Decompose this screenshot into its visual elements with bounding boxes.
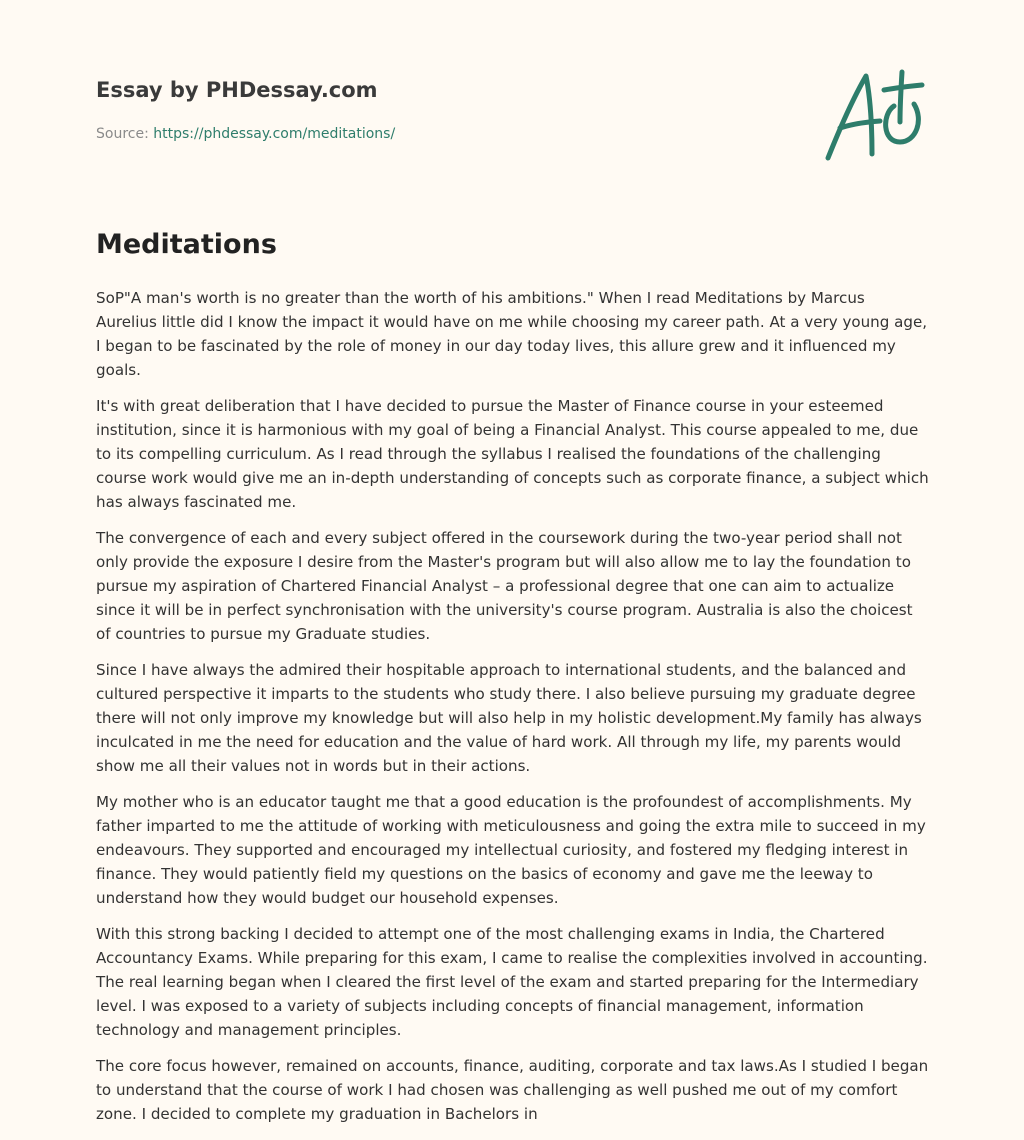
essay-paragraph: The core focus however, remained on accounts, finance, auditing, corporate and tax laws.As I studied I began to understand that the course of work I had chosen was challenging as well pushed me out of my comfort zone. I decided to complete my graduation in Bachelors in xyxy=(96,1057,929,1123)
site-brand: Essay by PHDessay.com xyxy=(96,78,378,102)
essay-paragraph: Since I have always the admired their hospitable approach to international students, and the balanced and cultured perspective it imparts to the students who study there. I also believe pursuing my graduate degree there will not only improve my knowledge but will also help in my holistic development.My family has always inculcated in me the need for education and the value of hard work. All through my life, my parents would show me all their values not in words but in their actions. xyxy=(96,661,922,775)
logo-a-crossbar xyxy=(840,121,880,128)
source-link[interactable]: https://phdessay.com/meditations/ xyxy=(153,126,396,142)
logo-plus-vertical xyxy=(900,72,902,122)
a-plus-logo-icon xyxy=(822,66,928,164)
essay-title: Meditations xyxy=(96,229,277,260)
essay-paragraph: SoP"A man's worth is no greater than the worth of his ambitions." When I read Meditations by Marcus Aurelius little did I know the impact it would have on me while choosing my career path. At a very young age, I began to be fascinated by the role of money in our day today lives, this allure grew and it influenced my goals. xyxy=(96,289,928,379)
essay-paragraph: The convergence of each and every subject offered in the coursework during the two-year period shall not only provide the exposure I desire from the Master's program but will also allow me to lay the foundation to pursue my aspiration of Chartered Financial Analyst – a professional degree that one can aim to actualize since it will be in perfect synchronisation with the university's course program. Australia is also the choicest of countries to pursue my Graduate studies. xyxy=(96,529,913,643)
essay-paragraph: With this strong backing I decided to attempt one of the most challenging exams in India, the Chartered Accountancy Exams. While preparing for this exam, I came to realise the complexities involved in accounting. The real learning began when I cleared the first level of the exam and started preparing for the Intermediary level. I was exposed to a variety of subjects including concepts of financial management, information technology and management principles. xyxy=(96,925,928,1039)
logo-letter-a xyxy=(828,76,872,158)
source-label: Source: xyxy=(96,126,149,142)
essay-paragraph: My mother who is an educator taught me that a good education is the profoundest of accomplishments. My father imparted to me the attitude of working with meticulousness and going the extra mile to succeed in my endeavours. They supported and encouraged my intellectual curiosity, and fostered my fledging interest in finance. They would patiently field my questions on the basics of economy and gave me the leeway to understand how they would budget our household expenses. xyxy=(96,793,926,907)
essay-body xyxy=(96,286,930,1138)
essay-header xyxy=(96,76,656,144)
source-line xyxy=(96,124,656,144)
essay-paragraph: It's with great deliberation that I have decided to pursue the Master of Finance course in your esteemed institution, since it is harmonious with my goal of being a Financial Analyst. This course appealed to me, due to its compelling curriculum. As I read through the syllabus I realised the foundations of the challenging course work would give me an in-depth understanding of concepts such as corporate finance, a subject which has always fascinated me. xyxy=(96,397,929,511)
